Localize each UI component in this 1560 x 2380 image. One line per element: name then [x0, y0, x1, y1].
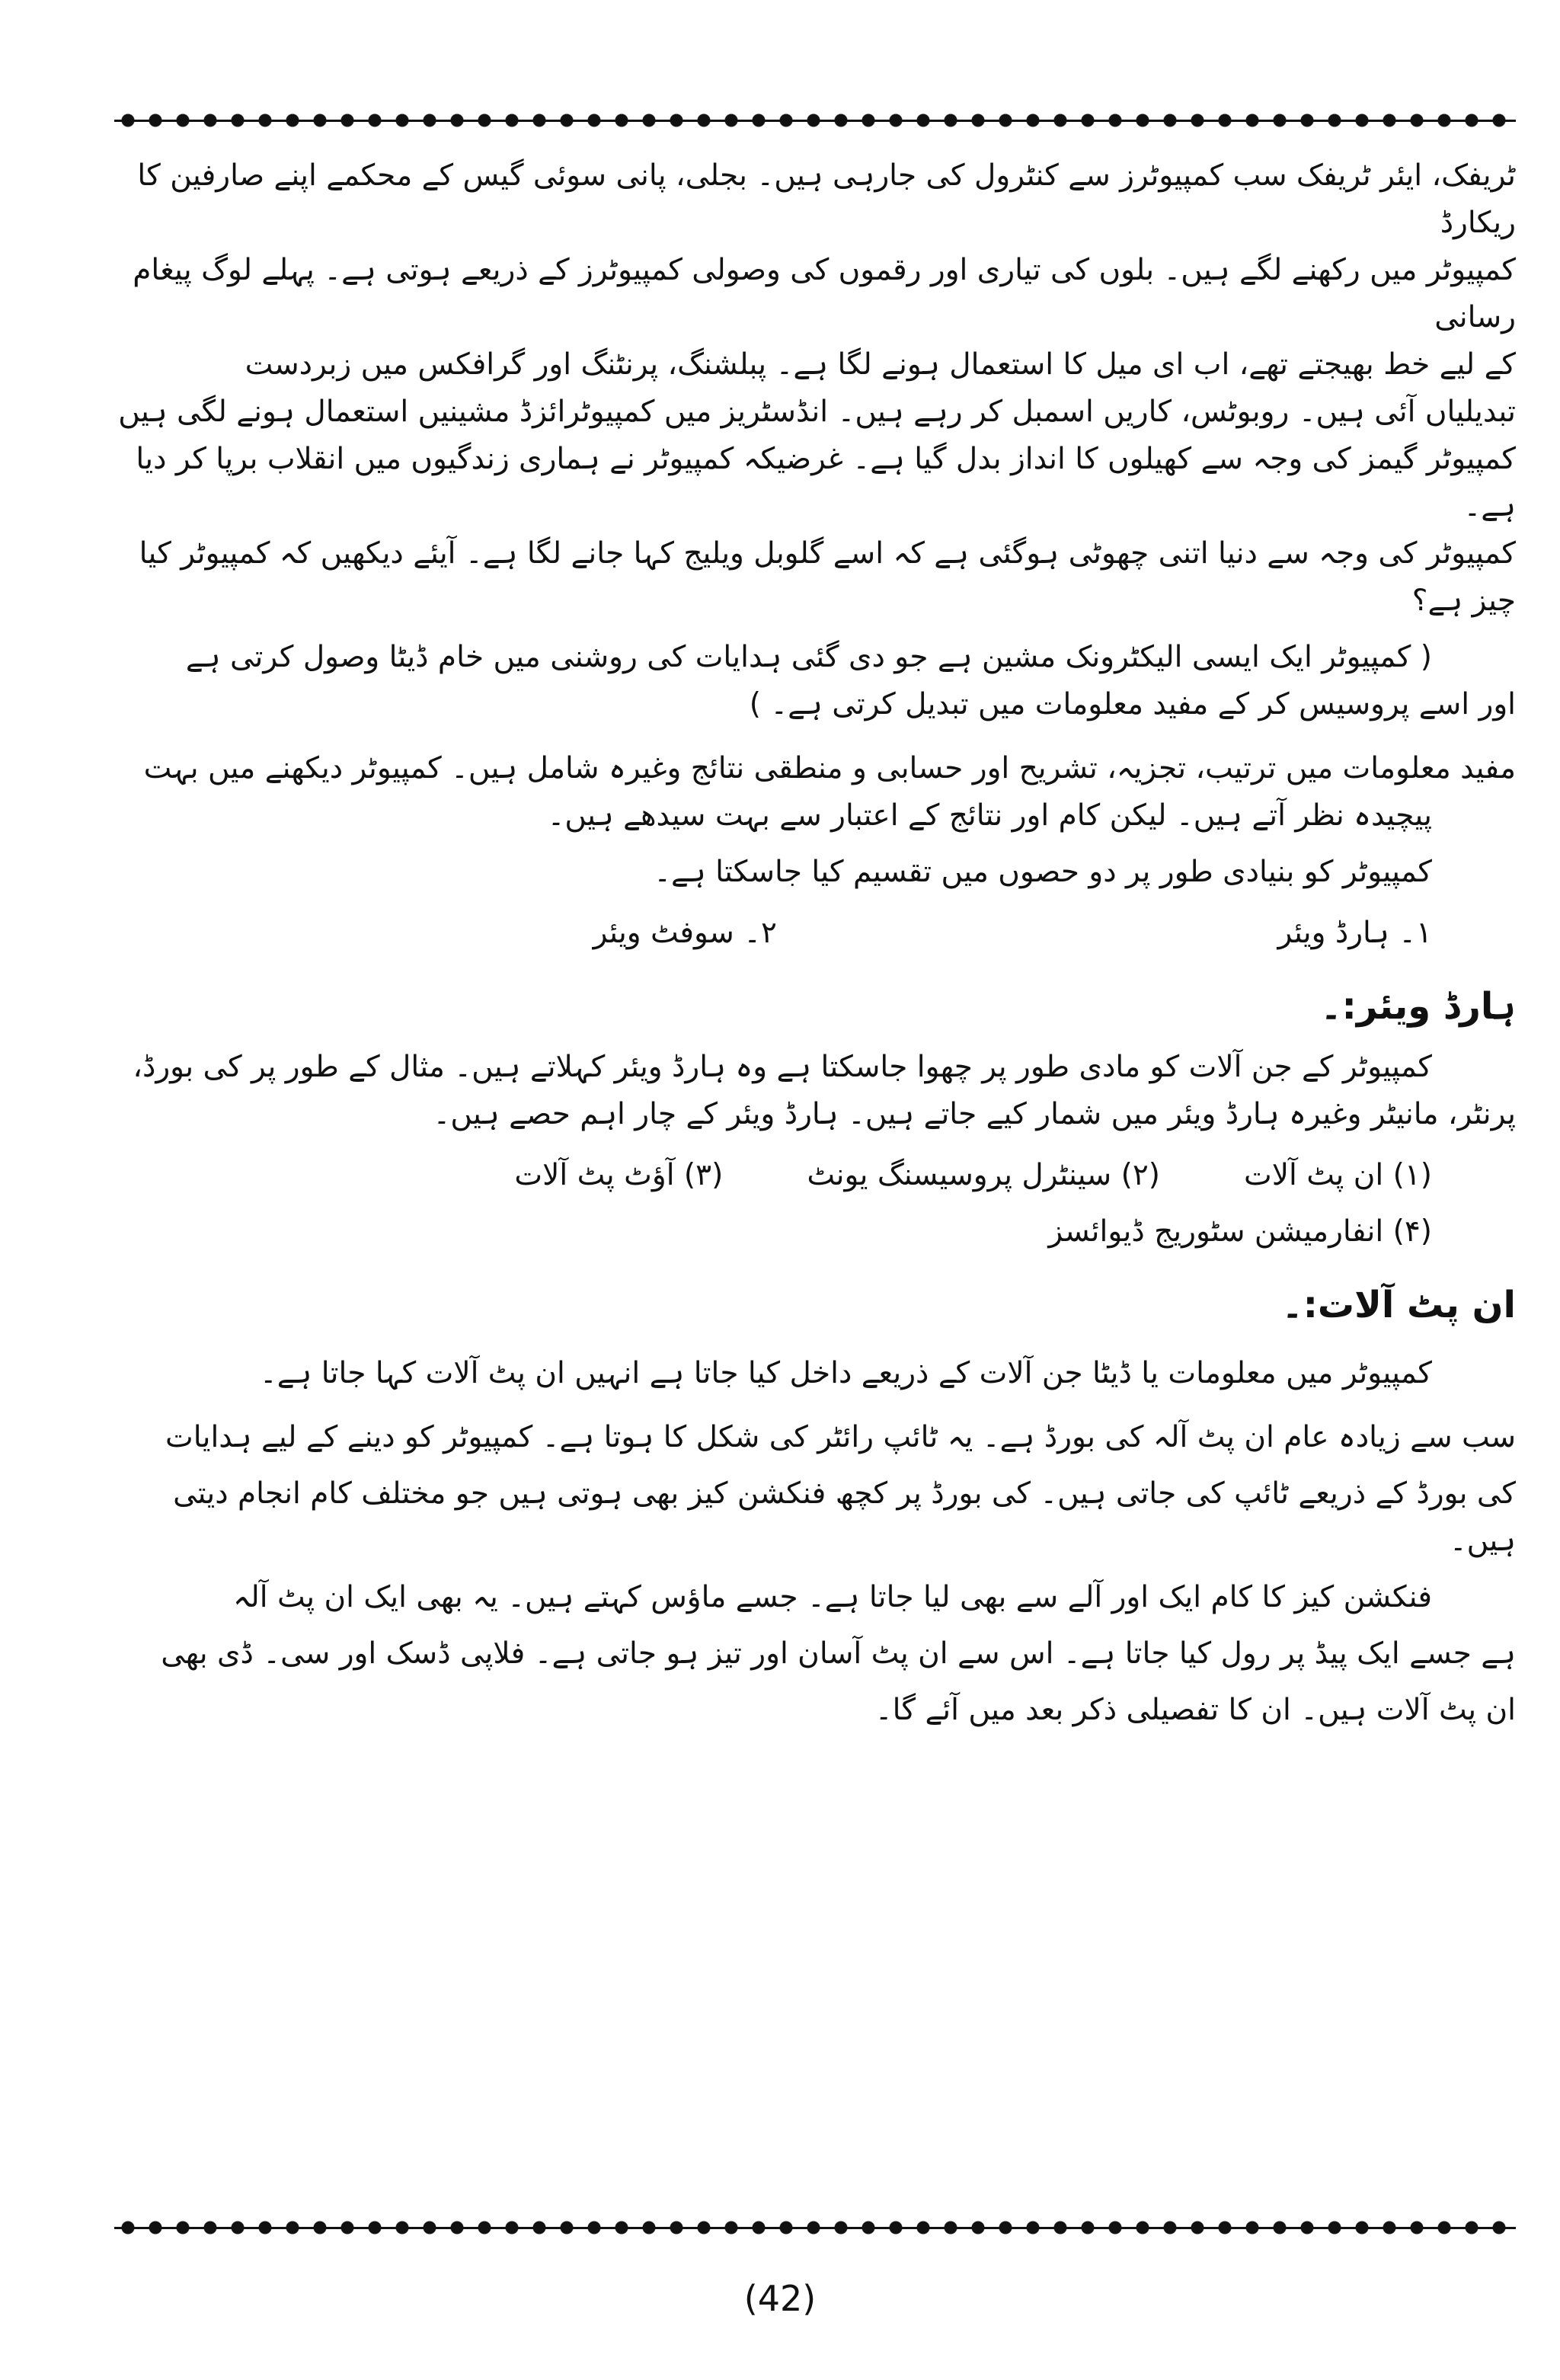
- text-line: ان پٹ آلات ہیں۔ ان کا تفصیلی ذکر بعد میں آئے گا۔: [874, 1693, 1516, 1727]
- hardware-parts-list: [114, 1152, 1516, 1199]
- text-line: ( کمپیوٹر ایک ایسی الیکٹرونک مشین ہے جو دی گئی ہدایات کی روشنی میں خام ڈیٹا وصول کرتی ہے: [185, 640, 1432, 674]
- text-line: کے لیے خط بھیجتے تھے، اب ای میل کا استعمال ہونے لگا ہے۔ پبلشنگ، پرنٹنگ اور گرافکس میں زبردست: [245, 347, 1516, 382]
- text-line: ہے جسے ایک پیڈ پر رول کیا جاتا ہے۔ اس سے ان پٹ آسان اور تیز ہو جاتی ہے۔ فلاپی ڈسک اور سی۔ ڈی بھی: [161, 1636, 1516, 1671]
- input-devices-heading: ان پٹ آلات:۔: [1281, 1284, 1516, 1326]
- top-dotted-rule: [114, 105, 1516, 136]
- text-line: کمپیوٹر میں معلومات یا ڈیٹا جن آلات کے ذریعے داخل کیا جاتا ہے انہیں ان پٹ آلات کہا جاتا ہے۔: [259, 1356, 1432, 1390]
- useful-info-paragraph: [114, 745, 1516, 840]
- text-line: کی بورڈ کے ذریعے ٹائپ کی جاتی ہیں۔ کی بورڈ پر کچھ فنکشن کیز بھی ہوتی ہیں جو مختلف کام انجام دیتی ہیں۔: [173, 1476, 1516, 1558]
- text-line: ٹریفک، ایئر ٹریفک سب کمپیوٹرز سے کنٹرول کی جارہی ہیں۔ بجلی، پانی سوئی گیس کے محکمے اپنے صارفین کا ریکارڈ: [137, 158, 1516, 240]
- list-item: ۲۔ سوفٹ ویئر: [593, 916, 777, 950]
- definition-paragraph: [114, 634, 1516, 728]
- text-line: کمپیوٹر کی وجہ سے دنیا اتنی چھوٹی ہوگئی ہے کہ اسے گلوبل ویلیج کہا جانے لگا ہے۔ آیئے دیکھیں کہ کمپیوٹر کیا چیز ہے؟: [139, 536, 1516, 618]
- text-line: سب سے زیادہ عام ان پٹ آلہ کی بورڈ ہے۔ یہ ٹائپ رائٹر کی شکل کا ہوتا ہے۔ کمپیوٹر کو دینے کے لیے ہدایات: [165, 1420, 1516, 1454]
- text-line: پیچیدہ نظر آتے ہیں۔ لیکن کام اور نتائج کے اعتبار سے بہت سیدھے ہیں۔: [547, 798, 1432, 833]
- text-line: مفید معلومات میں ترتیب، تجزیہ، تشریح اور حسابی و منطقی نتائج وغیرہ شامل ہیں۔ کمپیوٹر دیکھنے میں بہت: [143, 751, 1516, 785]
- list-item: ۱۔ ہارڈ ویئر: [1277, 916, 1432, 950]
- hardware-paragraph: [114, 1044, 1516, 1138]
- hardware-heading: ہارڈ ویئر:۔: [1320, 985, 1516, 1028]
- text-line: فنکشن کیز کا کام ایک اور آلے سے بھی لیا جاتا ہے۔ جسے ماؤس کہتے ہیں۔ یہ بھی ایک ان پٹ آلہ: [232, 1580, 1432, 1614]
- list-item: (۴) انفارمیشن سٹوریج ڈیوائسز: [1048, 1214, 1432, 1249]
- list-item: (۱) ان پٹ آلات: [1244, 1158, 1432, 1192]
- text-line: کمپیوٹر میں رکھنے لگے ہیں۔ بلوں کی تیاری اور رقموں کی وصولی کمپیوٹرز کے ذریعے ہوتی ہے۔ پہلے لوگ پیغام رسانی: [133, 253, 1516, 334]
- text-line: پرنٹر، مانیٹر وغیرہ ہارڈ ویئر میں شمار کیے جاتے ہیں۔ ہارڈ ویئر کے چار اہم حصے ہیں۔: [433, 1097, 1516, 1131]
- text-line: اور اسے پروسیس کر کے مفید معلومات میں تبدیل کرتی ہے۔ ): [749, 687, 1516, 721]
- list-item: (۲) سینٹرل پروسیسنگ یونٹ: [807, 1158, 1160, 1192]
- bottom-dotted-rule: [114, 2212, 1516, 2243]
- division-sentence: کمپیوٹر کو بنیادی طور پر دو حصوں میں تقسیم کیا جاسکتا ہے۔: [654, 855, 1432, 889]
- intro-paragraph: [114, 152, 1516, 625]
- text-line: تبدیلیاں آئی ہیں۔ روبوٹس، کاریں اسمبل کر رہے ہیں۔ انڈسٹریز میں کمپیوٹرائزڈ مشینیں استعمال ہونے لگی ہیں: [118, 395, 1516, 429]
- text-line: کمپیوٹر کے جن آلات کو مادی طور پر چھوا جاسکتا ہے وہ ہارڈ ویئر کہلاتے ہیں۔ مثال کے طور پر کی بورڈ،: [133, 1050, 1432, 1084]
- input-devices-paragraph: [114, 1350, 1516, 1734]
- division-list: [114, 910, 1516, 957]
- text-line: کمپیوٹر گیمز کی وجہ سے کھیلوں کا انداز بدل گیا ہے۔ غرضیکہ کمپیوٹر نے ہماری زندگیوں میں انقلاب برپا کر دیا ہے۔: [136, 442, 1516, 523]
- page-number: (42): [743, 2278, 817, 2319]
- list-item: (۳) آؤٹ پٹ آلات: [514, 1158, 724, 1192]
- page-body: [114, 152, 1516, 1734]
